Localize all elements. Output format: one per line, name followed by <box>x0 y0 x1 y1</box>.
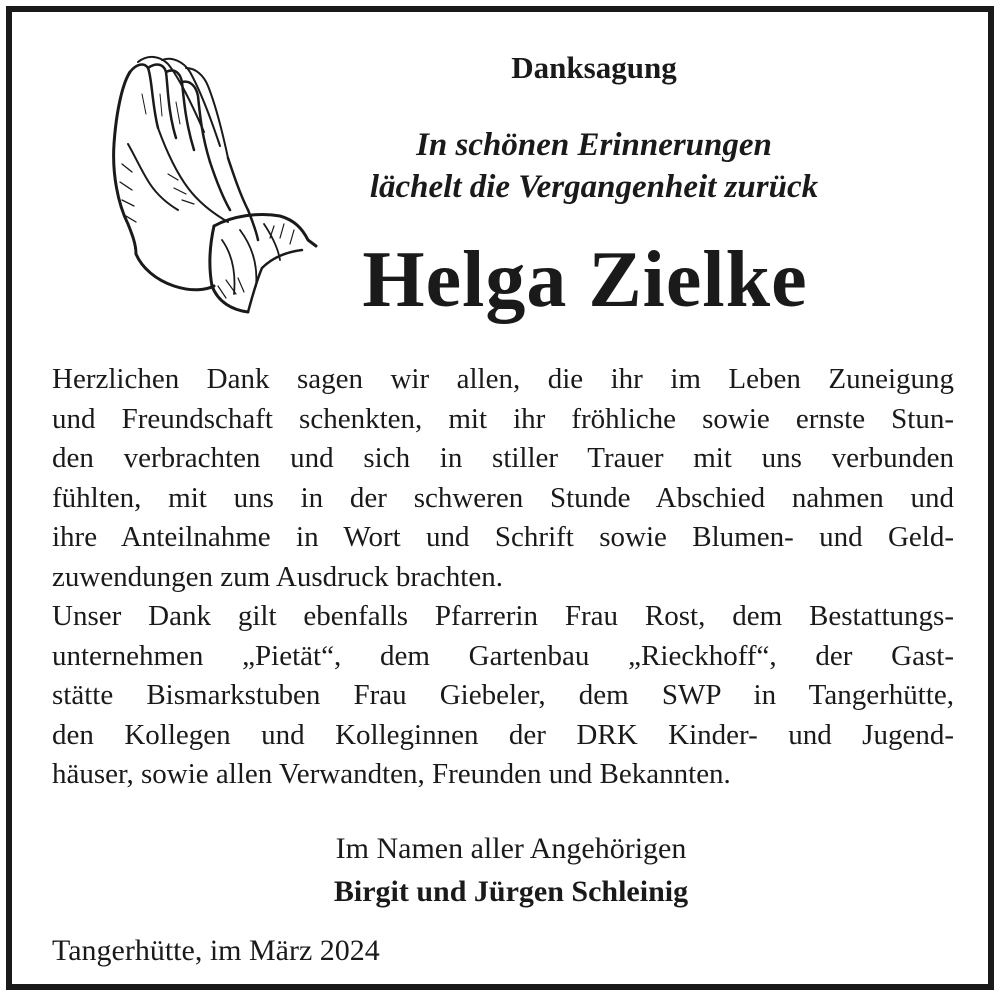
text-line: unternehmen „Pietät“, dem Gartenbau „Rieckhoff“, der Gast- <box>52 639 954 672</box>
text-line: ihre Anteilnahme in Wort und Schrift sowie Blumen- und Geld- <box>52 521 954 553</box>
text-line: den Kollegen und Kolleginnen der DRK Kinder- und Jugend- <box>52 718 954 751</box>
text-line: zuwendungen zum Ausdruck brachten. <box>52 560 503 593</box>
obituary-frame <box>6 6 994 990</box>
signature-names: Birgit und Jürgen Schleinig <box>333 875 689 908</box>
motto <box>312 124 876 208</box>
text-line: häuser, sowie allen Verwandten, Freunden und Bekannten. <box>52 758 731 790</box>
motto-line: lächelt die Vergangenheit zurück <box>369 169 819 205</box>
praying-hands-icon <box>102 54 322 316</box>
deceased-name: Helga Zielke <box>362 236 808 324</box>
signature <box>252 827 770 913</box>
text-line: und Freundschaft schenkten, mit ihr fröhliche sowie ernste Stun- <box>52 402 954 435</box>
text-line: den verbrachten und sich in stiller Trauer mit uns verbunden <box>52 442 954 474</box>
motto-line: In schönen Erinnerungen <box>416 127 772 163</box>
text-line: Unser Dank gilt ebenfalls Pfarrerin Frau Rost, dem Bestattungs- <box>52 600 954 632</box>
text-line: Herzlichen Dank sagen wir allen, die ihr im Leben Zuneigung <box>52 363 954 395</box>
text-line: fühlten, mit uns in der schweren Stunde Abschied nahmen und <box>52 481 954 514</box>
heading: Danksagung <box>511 50 677 85</box>
signature-intro: Im Namen aller Angehörigen <box>335 832 687 865</box>
thanks-text <box>52 360 954 795</box>
place-date: Tangerhütte, im März 2024 <box>52 934 380 967</box>
text-line: stätte Bismarkstuben Frau Giebeler, dem SWP in Tangerhütte, <box>52 679 954 711</box>
